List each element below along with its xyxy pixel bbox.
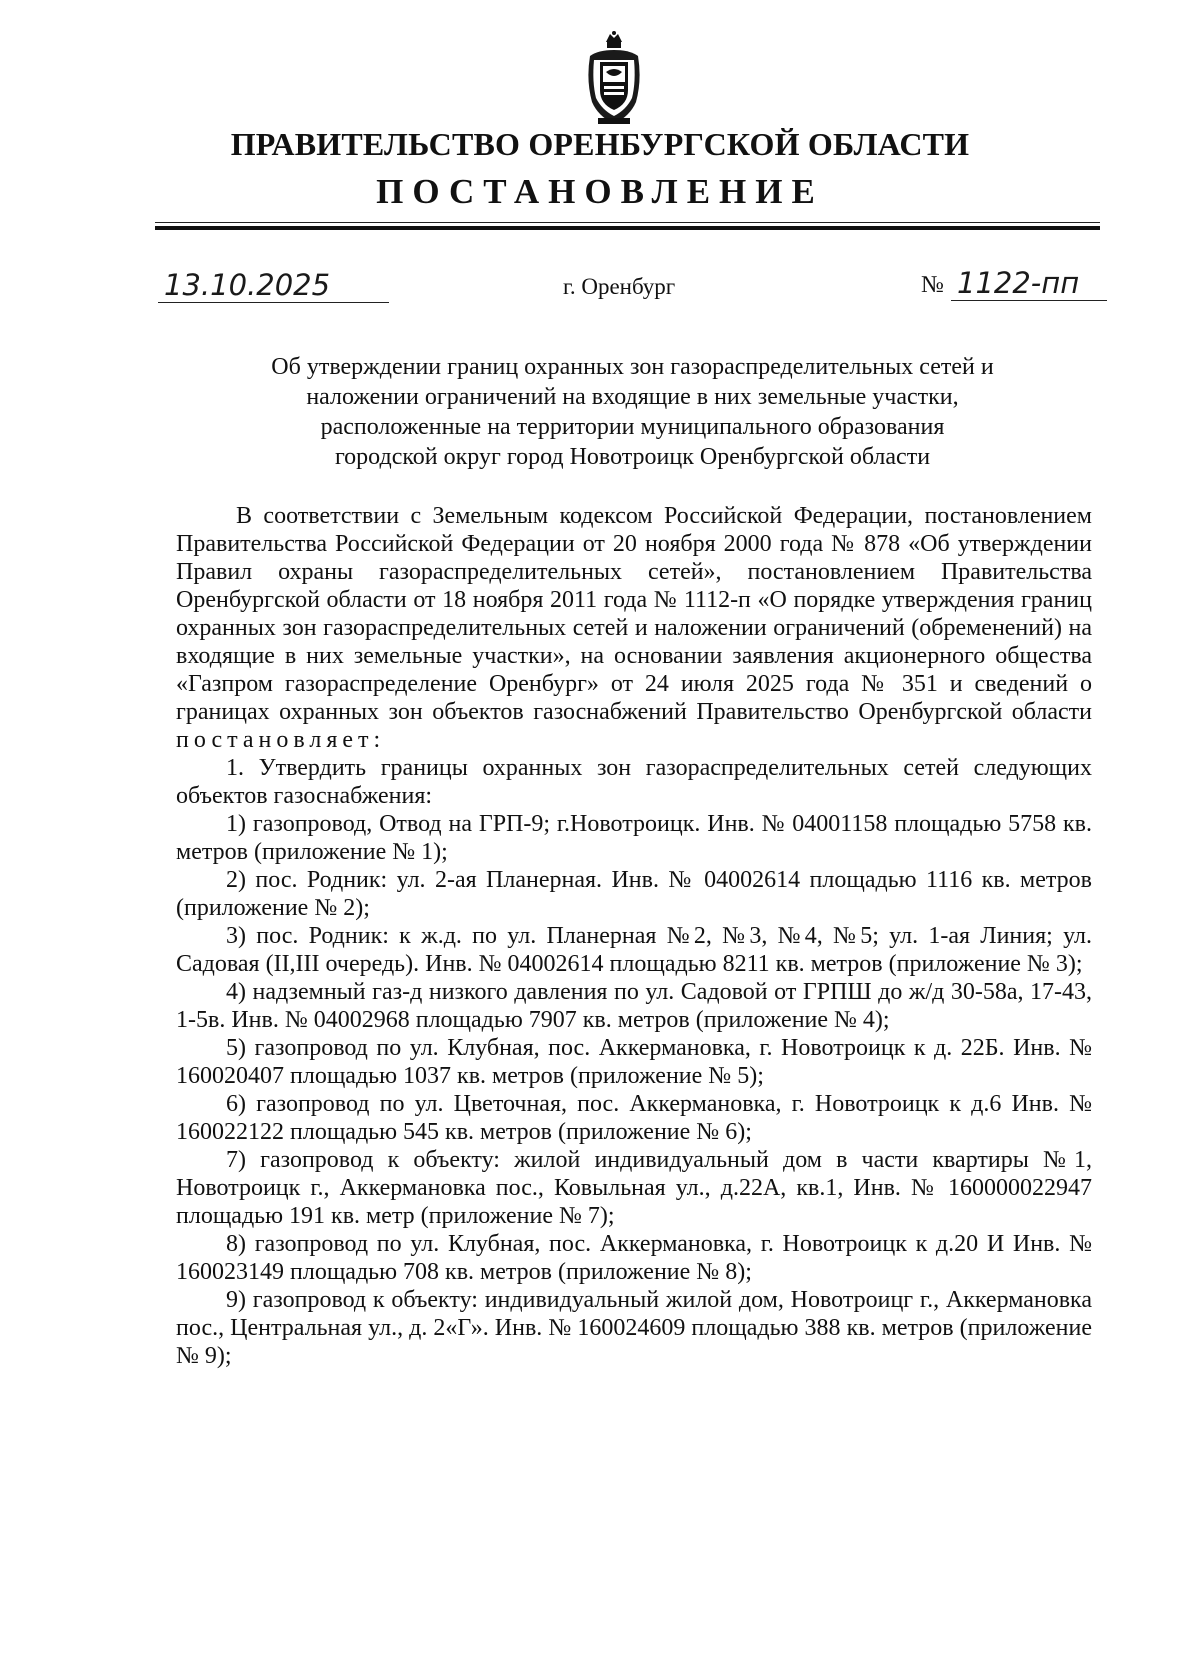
preamble-text: В соответствии с Земельным кодексом Российской Федерации, постановлением Правительства Российской Федерации от 20 ноября 2000 года № 878 «Об утверждении Правил охраны газораспределительных сетей», постановлением Правительства Оренбургской области от 18 ноября 2011 года № 1112-п «О порядке утверждения границ охранных зон газораспределительных сетей и наложении ограничений (обременений) на входящие в них земельные участки», на основании заявления акционерного общества «Газпром газораспределение Оренбург» от 24 июля 2025 года № 351 и сведений о границах охранных зон объектов газоснабжений Правительство Оренбургской области	[176, 503, 1092, 725]
list-item: 4) надземный газ-д низкого давления по ул. Садовой от ГРПШ до ж/д 30-58а, 17-43, 1-5в. Инв. № 04002968 площадью 7907 кв. метров (приложение № 4);	[176, 979, 1092, 1033]
list-item: 9) газопровод к объекту: индивидуальный жилой дом, Новотроицг г., Аккермановка пос., Центральная ул., д. 2«Г». Инв. № 160024609 площадью 388 кв. метров (приложение № 9);	[176, 1287, 1092, 1369]
document-body	[176, 502, 1092, 1370]
header-divider-thick	[155, 226, 1100, 230]
document-number-label: №	[921, 272, 944, 298]
list-item: 3) пос. Родник: к ж.д. по ул. Планерная №2, №3, №4, №5; ул. 1-ая Линия; ул. Садовая (II,III очередь). Инв. № 04002614 площадью 8211 кв. метров (приложение № 3);	[176, 923, 1092, 977]
document-type: ПОСТАНОВЛЕНИЕ	[376, 172, 824, 211]
title-line: наложении ограничений на входящие в них земельные участки,	[306, 384, 959, 410]
decree-word: постановляет:	[176, 727, 386, 753]
organization-name: ПРАВИТЕЛЬСТВО ОРЕНБУРГСКОЙ ОБЛАСТИ	[230, 126, 970, 162]
document-city: г. Оренбург	[563, 274, 676, 299]
document-date: 13.10.2025	[158, 268, 389, 303]
oblast-coat-of-arms-icon	[584, 30, 644, 130]
list-item: 2) пос. Родник: ул. 2-ая Планерная. Инв. № 04002614 площадью 1116 кв. метров (приложение № 2);	[176, 867, 1092, 921]
list-item: 5) газопровод по ул. Клубная, пос. Аккермановка, г. Новотроицк к д. 22Б. Инв. № 160020407 площадью 1037 кв. метров (приложение № 5);	[176, 1035, 1092, 1089]
title-line: расположенные на территории муниципального образования	[320, 414, 945, 440]
document-title	[160, 352, 1105, 472]
header-divider-thin	[155, 222, 1100, 223]
list-item: 8) газопровод по ул. Клубная, пос. Аккермановка, г. Новотроицк к д.20 И Инв. № 160023149 площадью 708 кв. метров (приложение № 8);	[176, 1231, 1092, 1285]
list-item: 1) газопровод, Отвод на ГРП-9; г.Новотроицк. Инв. № 04001158 площадью 5758 кв. метров (приложение № 1);	[176, 811, 1092, 865]
title-line: Об утверждении границ охранных зон газораспределительных сетей и	[271, 354, 994, 380]
list-item: 6) газопровод по ул. Цветочная, пос. Аккермановка, г. Новотроицк к д.6 Инв. № 160022122 площадью 545 кв. метров (приложение № 6);	[176, 1091, 1092, 1145]
preamble-paragraph	[176, 502, 1092, 754]
title-line: городской округ город Новотроицк Оренбургской области	[334, 444, 931, 470]
clause-paragraph: 1. Утвердить границы охранных зон газораспределительных сетей следующих объектов газоснабжения:	[176, 755, 1092, 809]
document-number: 1122-пп	[951, 266, 1107, 301]
list-item: 7) газопровод к объекту: жилой индивидуальный дом в части квартиры №1, Новотроицк г., Аккермановка пос., Ковыльная ул., д.22А, кв.1, Инв. № 160000022947 площадью 191 кв. метр (приложение № 7);	[176, 1147, 1092, 1229]
